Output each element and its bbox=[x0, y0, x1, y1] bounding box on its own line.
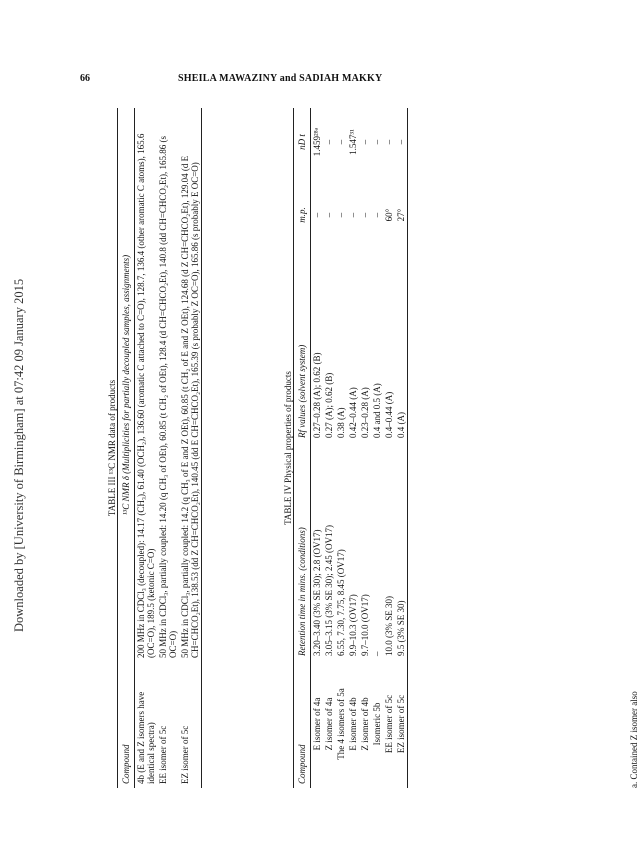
table-iii-compound-header: Compound bbox=[121, 744, 131, 784]
table-iv-footnote: a. Contained Z isomer also bbox=[629, 691, 639, 788]
table-iv-cell: 0.4–0.44 (A) bbox=[384, 391, 394, 438]
table-iv-header-compound: Compound bbox=[297, 744, 307, 784]
table-iv-header-rf: Rf values (solvent system) bbox=[297, 344, 307, 438]
table-iv-cell: Z isomer of 4a bbox=[324, 697, 334, 751]
table-row bbox=[395, 108, 408, 788]
table-iv-cell: – bbox=[312, 212, 322, 218]
table-iv-header-mp: m.p. bbox=[297, 207, 307, 223]
table-iv-cell: – bbox=[348, 212, 358, 218]
table-iv-cell: – bbox=[384, 139, 394, 145]
table-iv-cell: 9.7–10.0 (OV17) bbox=[360, 594, 370, 656]
table-iii-title: TABLE III ¹³C NMR data of products bbox=[107, 379, 117, 517]
table-iii-grid bbox=[117, 108, 202, 788]
table-iv-cell: 0.42–0.44 (A) bbox=[348, 387, 358, 438]
table-iv-cell: – bbox=[324, 139, 334, 145]
table-iv-title: TABLE IV Physical properties of products bbox=[283, 371, 293, 525]
table-row bbox=[347, 108, 359, 788]
table-iv-cell: – bbox=[336, 139, 346, 145]
page-number: 66 bbox=[80, 73, 90, 84]
table-iv-cell: – bbox=[336, 212, 346, 218]
author-line: SHEILA MAWAZINY and SADIAH MAKKY bbox=[178, 73, 383, 84]
table-iv-cell: Isomeric 5b bbox=[372, 702, 382, 746]
table-iii-compound-cell: EE isomer of 5c bbox=[158, 725, 168, 784]
table-iv-cell: 0.27–0.28 (A); 0.62 (B) bbox=[312, 352, 322, 438]
table-iv-cell: – bbox=[360, 212, 370, 218]
table-iv-header-nd: nD t bbox=[297, 134, 307, 150]
table-row bbox=[383, 108, 395, 788]
download-watermark: Downloaded by [University of Birmingham] at 07:42 09 January 2015 bbox=[12, 278, 26, 632]
table-iii-nmr-header: ¹³C NMR δ (Multiplicities for partially decoupled samples, assignments) bbox=[121, 254, 131, 516]
table-iii-data-cell: 50 MHz in CDCl₃, partially coupled: 14.20 (q CH₃ of OEt), 60.85 (t CH₂ of OEt), 128.4 (d CH=CHCO₂Et), 140.8 (dd CH=CHCO₂Et), 165.86 (s OC=O) bbox=[158, 135, 178, 658]
table-row bbox=[311, 108, 324, 788]
table-iv-cell: The 4 isomers of 5a bbox=[336, 688, 346, 760]
table-row bbox=[371, 108, 383, 788]
table-iv-cell: 0.38 (A) bbox=[336, 407, 346, 438]
table-iii-data-cell: 200 MHz in CDCl₃ (decoupled): 14.17 (CH₃), 61.40 (OCH₂), 136.60 (aromatic C attached to C=O), 128.7, 136.4 (other aromatic C atoms), 165.6 (OC=O), 189.5 (ketonic C=O) bbox=[136, 133, 156, 658]
table-iv-cell: – bbox=[372, 139, 382, 145]
table-iv-cell: 3.20–3.40 (3% SE 30); 2.8 (OV17) bbox=[312, 529, 322, 656]
table-iv-cell: Z isomer of 4b bbox=[360, 697, 370, 751]
table-iv-cell: 0.23–0.28 (A) bbox=[360, 387, 370, 438]
table-iv-cell: – bbox=[372, 651, 382, 656]
table-iv-body bbox=[311, 108, 408, 788]
table-row bbox=[135, 108, 158, 788]
table-iv bbox=[283, 108, 639, 788]
table-row bbox=[323, 108, 335, 788]
table-iv-cell: 0.4 and 0.5 (A) bbox=[372, 383, 382, 438]
table-iv-cell: 0.27 (A); 0.62 (B) bbox=[324, 372, 334, 438]
table-iv-cell: EE isomer of 5c bbox=[384, 694, 394, 754]
table-iv-cell: 9.5 (3% SE 30) bbox=[396, 600, 406, 656]
table-row bbox=[157, 108, 179, 788]
table-iv-header-retention: Retention time in mins. (conditions) bbox=[297, 527, 307, 656]
table-iv-cell: 10.0 (3% SE 30) bbox=[384, 596, 394, 656]
table-row bbox=[335, 108, 347, 788]
table-iv-cell: – bbox=[396, 139, 406, 145]
table-iii-data-cell: 50 MHz in CDCl₃, partially coupled: 14.2 (q CH₃ of E and Z OEt), 60.85 (t CH₂ of E and Z OEt), 124.68 (d Z CH=CHCO₂Et), 129.04 (d E CH=CHCO₂Et), 138.53 (dd Z CH=CHCO₂Et), 140.45 (dd E CH=CHCO₂Et), 165.39 (s probably Z OC=O), 165.86 (s probably E OC=O) bbox=[180, 155, 200, 658]
table-iv-cell: EZ isomer of 5c bbox=[396, 694, 406, 754]
table-iv-cell: 1.547³¹ bbox=[348, 129, 358, 155]
table-iv-cell: 60° bbox=[384, 208, 394, 222]
table-iv-cell: 0.4 (A) bbox=[396, 412, 406, 438]
table-iv-cell: 6.55, 7.30, 7.75, 8.45 (OV17) bbox=[336, 549, 346, 656]
table-row bbox=[359, 108, 371, 788]
table-iii bbox=[107, 108, 202, 788]
table-iv-cell: – bbox=[324, 212, 334, 218]
table-row bbox=[179, 108, 202, 788]
table-iv-cell: 27° bbox=[396, 208, 406, 222]
table-iv-cell: – bbox=[372, 212, 382, 218]
table-iv-grid bbox=[293, 108, 408, 788]
table-iii-compound-cell: EZ isomer of 5c bbox=[180, 725, 190, 784]
table-iv-cell: 1.459²⁸ᵃ bbox=[312, 127, 322, 157]
table-iv-cell: – bbox=[360, 139, 370, 145]
table-iv-cell: E isomer of 4b bbox=[348, 697, 358, 751]
table-iv-cell: E isomer of 4a bbox=[312, 697, 322, 751]
table-iv-cell: 3.05–3.15 (3% SE 30); 2.45 (OV17) bbox=[324, 525, 334, 656]
table-iii-compound-cell: 4b (E and Z isomers have identical spectra) bbox=[136, 691, 156, 784]
rotated-table-sheet bbox=[107, 108, 639, 788]
table-iv-cell: 9.9–10.3 (OV17) bbox=[348, 594, 358, 656]
